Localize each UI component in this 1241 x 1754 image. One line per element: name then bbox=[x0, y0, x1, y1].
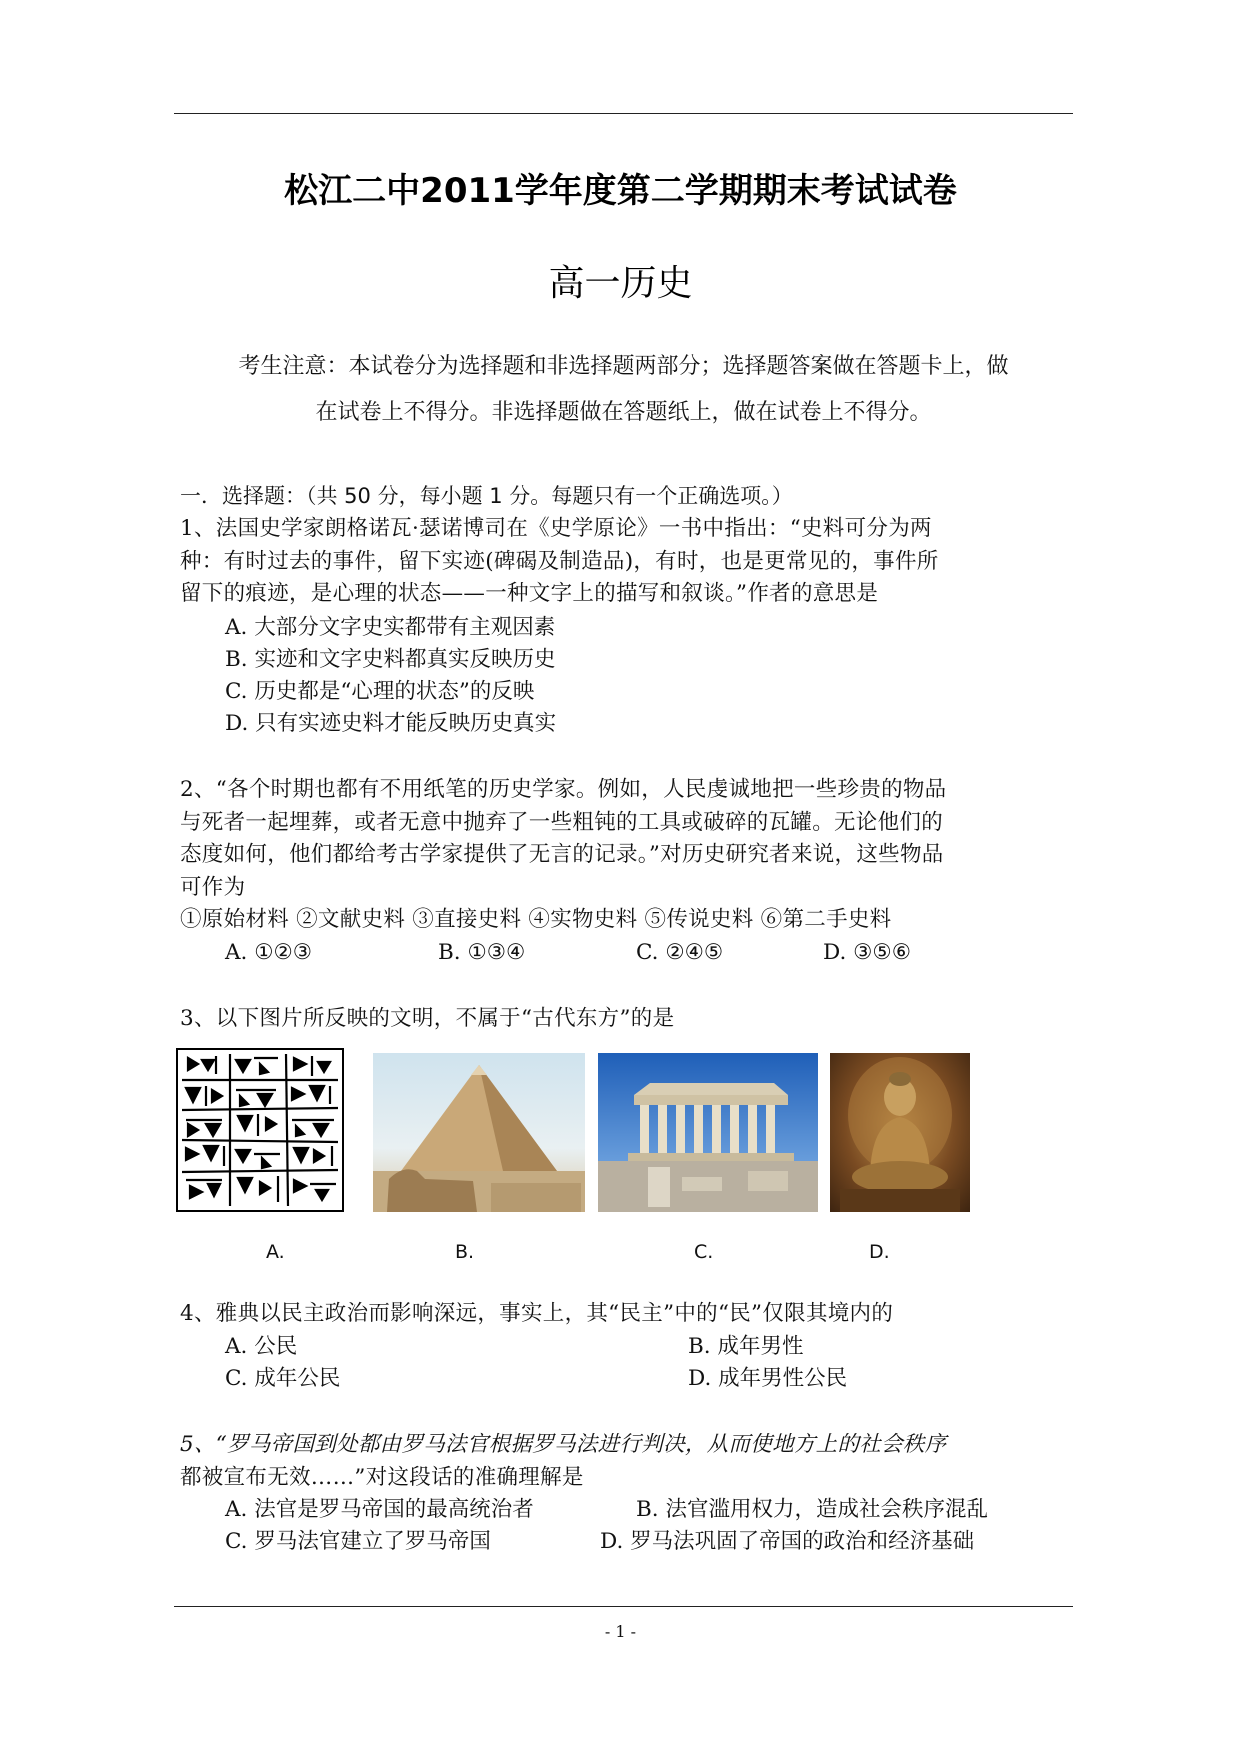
picture-label-a: A. bbox=[266, 1241, 285, 1263]
notice bbox=[174, 344, 1073, 436]
q1-option-d: D. 只有实迹史料才能反映历史真实 bbox=[225, 711, 557, 736]
notice-line-1: 考生注意：本试卷分为选择题和非选择题两部分；选择题答案做在答题卡上，做 bbox=[238, 354, 1009, 379]
subject-title: 高一历史 bbox=[548, 263, 693, 304]
question-5 bbox=[180, 1429, 1070, 1494]
q3-stem: 3、以下图片所反映的文明，不属于“古代东方”的是 bbox=[180, 1006, 675, 1031]
picture-label-d: D. bbox=[869, 1241, 890, 1263]
q1-stem-line-3: 留下的痕迹，是心理的状态——一种文字上的描写和叙谈。”作者的意思是 bbox=[180, 581, 879, 606]
cuneiform-image bbox=[176, 1048, 344, 1212]
q4-option-b: B. 成年男性 bbox=[688, 1334, 804, 1359]
q2-stem-line-3: 态度如何，他们都给考古学家提供了无言的记录。”对历史研究者来说，这些物品 bbox=[180, 842, 944, 867]
question-2 bbox=[180, 774, 1070, 937]
q4-option-d: D. 成年男性公民 bbox=[688, 1366, 848, 1391]
section-heading: 一．选择题：（共 50 分，每小题 1 分。每题只有一个正确选项。） bbox=[180, 484, 793, 508]
page-number: - 1 - bbox=[604, 1622, 637, 1641]
picture-label-c: C. bbox=[694, 1241, 714, 1263]
q5-option-c: C. 罗马法官建立了罗马帝国 bbox=[225, 1529, 491, 1554]
notice-line-2: 在试卷上不得分。非选择题做在答题纸上，做在试卷上不得分。 bbox=[315, 400, 932, 425]
question-4 bbox=[180, 1298, 1070, 1331]
q5-stem-line-2: 都被宣布无效……”对这段话的准确理解是 bbox=[180, 1464, 584, 1490]
parthenon-image bbox=[598, 1053, 818, 1212]
q1-option-b: B. 实迹和文字史料都真实反映历史 bbox=[225, 647, 556, 672]
buddha-image bbox=[830, 1053, 970, 1212]
top-rule bbox=[174, 113, 1073, 114]
question-1 bbox=[180, 513, 1070, 611]
q1-option-c: C. 历史都是“心理的状态”的反映 bbox=[225, 679, 535, 704]
q2-stem-line-1: 2、“各个时期也都有不用纸笔的历史学家。例如，人民虔诚地把一些珍贵的物品 bbox=[180, 777, 947, 802]
pyramid-image bbox=[373, 1053, 585, 1212]
q4-option-a: A. 公民 bbox=[225, 1334, 298, 1359]
q4-stem: 4、雅典以民主政治而影响深远，事实上，其“民主”中的“民”仅限其境内的 bbox=[180, 1301, 894, 1326]
q1-stem-line-2: 种：有时过去的事件，留下实迹(碑碣及制造品)，有时，也是更常见的，事件所 bbox=[180, 548, 939, 574]
q5-stem-line-1: 5、“罗马帝国到处都由罗马法官根据罗马法进行判决，从而使地方上的社会秩序 bbox=[180, 1432, 947, 1457]
q1-stem-line-1: 1、法国史学家朗格诺瓦·瑟诺博司在《史学原论》一书中指出：“史料可分为两 bbox=[180, 516, 932, 541]
exam-title: 松江二中2011学年度第二学期期末考试试卷 bbox=[284, 171, 957, 211]
q2-items: ①原始材料 ②文献史料 ③直接史料 ④实物史料 ⑤传说史料 ⑥第二手史料 bbox=[180, 907, 892, 932]
question-3 bbox=[180, 1003, 1070, 1036]
q2-stem-line-4: 可作为 bbox=[180, 874, 246, 900]
q5-option-a: A. 法官是罗马帝国的最高统治者 bbox=[225, 1497, 534, 1522]
q2-option-a: A. ①②③ bbox=[225, 940, 313, 965]
q2-option-d: D. ③⑤⑥ bbox=[823, 940, 911, 965]
picture-label-b: B. bbox=[455, 1241, 475, 1263]
bottom-rule bbox=[174, 1606, 1073, 1607]
q1-option-a: A. 大部分文字史实都带有主观因素 bbox=[225, 615, 556, 640]
q2-stem-line-2: 与死者一起埋葬，或者无意中抛弃了一些粗钝的工具或破碎的瓦罐。无论他们的 bbox=[180, 809, 944, 835]
q2-option-c: C. ②④⑤ bbox=[636, 940, 724, 965]
q4-option-c: C. 成年公民 bbox=[225, 1366, 341, 1391]
q5-option-d: D. 罗马法巩固了帝国的政治和经济基础 bbox=[600, 1529, 975, 1554]
q5-option-b: B. 法官滥用权力，造成社会秩序混乱 bbox=[636, 1497, 988, 1522]
q2-option-b: B. ①③④ bbox=[438, 940, 526, 965]
